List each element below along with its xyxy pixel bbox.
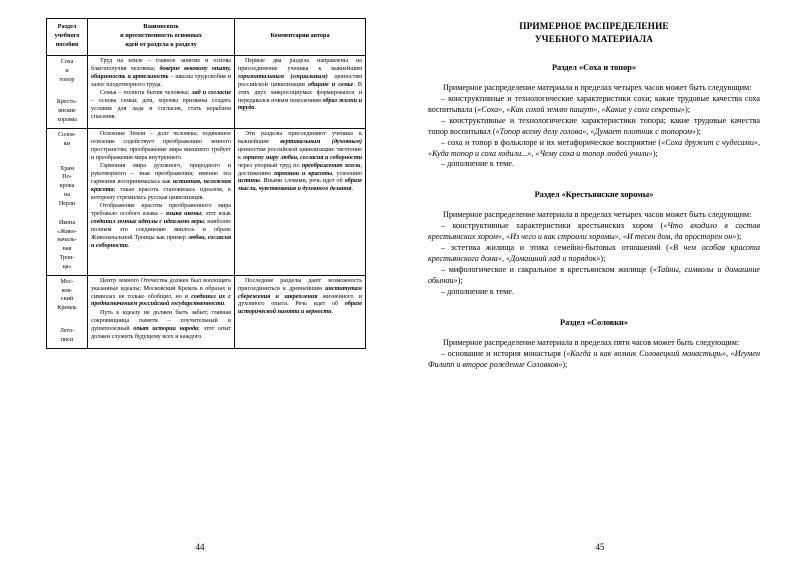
column-header-comments (235, 19, 366, 56)
section-heading: Раздел «Соловки» (560, 318, 628, 328)
table-row (47, 275, 366, 348)
header-line: учебного (54, 31, 80, 39)
row-comments-cell (235, 128, 366, 275)
row-label-block: Солов- ки (57, 131, 77, 147)
header-line: Комментарии автора (270, 31, 330, 39)
section-paragraph: – конструктивные характеристики крестьянских хором («Что входило в состав крестьянских хором», «Из чего и как строили хоромы», «И тесен дом, да просторен он»); (428, 221, 760, 242)
table-row (47, 55, 366, 128)
page-title-line1: ПРИМЕРНОЕ РАСПРЕДЕЛЕНИЕ (519, 21, 669, 31)
right-page (400, 0, 800, 566)
column-header-section (47, 19, 88, 56)
paragraph: Труд на земле – главное занятие и основа благополучия человека; доверие вековому опыту, общинность и артельность – школы трудолюбия и залог плодотворного труда. (91, 57, 231, 88)
header-line: Раздел (57, 23, 77, 30)
header-line: Взаимосвязь (143, 23, 179, 30)
paragraph: Последние разделы дают возможность присоединиться к древнейшим институтам сбережения и закрепления жизненного и духовного опыта. Речь идет об образе исторической памяти и верности. (238, 277, 362, 316)
paragraph: Семья – полнота бытия человека; лад и согласие – основа семьи; дом, хоромы призваны создать условия для лада и согласия, стать кораблем спасения. (91, 90, 231, 120)
table-body (47, 55, 366, 348)
row-connections-cell (88, 275, 235, 348)
row-connections-cell (88, 55, 235, 128)
row-label-block: Соха и топор (59, 58, 75, 83)
paragraph: Освоение Земли – долг человека; подвижное освоение содействует преображению земного пространства; преображение мира внешнего требует и преображения мира внутреннего. (91, 130, 231, 161)
paragraph: Путь к идеалу не должен быть забыт; главная сокровищница памяти – поучительный и душеполезный опыт истории народа; этот опыт должен служить будущему всех и каждого. (91, 309, 231, 340)
curriculum-table (46, 18, 366, 349)
section-paragraph: – соха и топор в фольклоре и их метафорическое восприятие («Соха дружит с чудесами», «Куда топор и соха ходили...», «Чему соха и топор людей учили»); (428, 137, 760, 158)
page-number-left: 44 (195, 542, 205, 552)
row-label-cell (47, 55, 88, 128)
section-heading: Раздел «Крестьянские хоромы» (534, 190, 654, 200)
paragraph: Гармония мира духовного, природного и рукотворного – знак преображения; именно эта гармония воспринималась как истинная, неложная красота; такая красота становилась идеалом, к которому стремилась русская цивилизация. (91, 163, 231, 201)
row-label-block: Храм По- крова на Нерли (58, 165, 76, 207)
row-label-block: Лето- писи (59, 328, 75, 343)
page-title (428, 20, 760, 47)
page-title-line2: УЧЕБНОГО МАТЕРИАЛА (534, 34, 654, 45)
header-line: пособия (55, 40, 79, 48)
row-comments-cell (235, 275, 366, 348)
header-line: идей от раздела к разделу (125, 40, 197, 48)
table-header (47, 19, 366, 56)
section-paragraph: – дополнение к теме. (441, 287, 514, 297)
page-number-right: 45 (595, 542, 605, 552)
paragraph: Эти разделы присоединяют ученика к важнейшим вертикальным (духовным) ценностям российской цивилизации: тяготение к горнему миру любви, согласия и соборности через упорный труд по преображению земли, достижению гармонии и красоты, усвоению истины. Иными словами, речь идет об образе мысли, чувствования и духовного делания. (238, 130, 362, 193)
paragraph: Отображение красоты преображенного мира требовало особого языка – языка иконы; этот язык соединил земные идеалы с идеалами веры; наиболее полным это соединение явилось в образе Живоначальной Троицы как пример любви, согласия и соборности. (91, 203, 231, 249)
section-paragraph: – конструктивные и технологические характеристики сохи; какие трудовые качества соха воспитывала («Соха», «Как сохой землю пашут», «Какие у сохи секреты»); (428, 93, 760, 114)
row-label-cell (47, 128, 88, 275)
section-paragraph: – конструктивные и технологические характеристики топора; какие трудовые качества топор воспитывал («Топор всему делу голова», «Думает плотник с топором»); (428, 115, 760, 136)
table-row (47, 128, 366, 275)
row-label-cell (47, 275, 88, 348)
row-label-block: Икона «Живо- началь- ная Трои- ца» (57, 219, 77, 270)
section-list (428, 63, 760, 371)
paragraph: Первые два раздела направлены на присоединение ученика к важнейшим горизонтальным (социальным) ценностям российской цивилизации общине и семье. В этих двух микросоциумах формировался и передавался новым поколениям образ жизни и труда. (238, 57, 362, 112)
section-heading: Раздел «Соха и топор» (551, 62, 636, 72)
paragraph: Центр земного Отечества должен был воплощать указанные идеалы; Московский Кремль в образах и символах не только обобщил, но и соединил их с предназначением российской государственности. (91, 277, 231, 308)
table-header-row (47, 19, 366, 56)
section-paragraph: – дополнение к теме. (441, 159, 514, 169)
header-line: и преемственность основных (120, 31, 202, 39)
row-connections-cell (88, 128, 235, 275)
section-paragraph: Примерное распределение материала в пределах четырех часов может быть следующим: (443, 82, 752, 92)
section-paragraph: – основание и история монастыря («Когда и как возник Соловецкий монастырь», «Игумен Филипп и второе рождение Соловков»); (428, 349, 760, 370)
column-header-connections (88, 19, 235, 56)
section-paragraph: Примерное распределение материала в пределах четырех часов может быть следующим: (443, 210, 752, 220)
row-label-block: Кресть- янские хоромы (56, 99, 78, 124)
section-paragraph: – эстетика жилища и этика семейно-бытовых отношений («В чем особая красота крестьянского дома», «Домашний лад и порядок»); (428, 243, 761, 264)
row-label-block: Мос- ков- ский Кремль (57, 278, 77, 312)
section-paragraph: Примерное распределение материала в пределах пяти часов может быть следующим: (443, 338, 740, 348)
section-paragraph: – мифологическое и сакральное в крестьянском жилище («Тайны, символы и домашние обычаи»); (428, 265, 760, 286)
row-comments-cell (235, 55, 366, 128)
